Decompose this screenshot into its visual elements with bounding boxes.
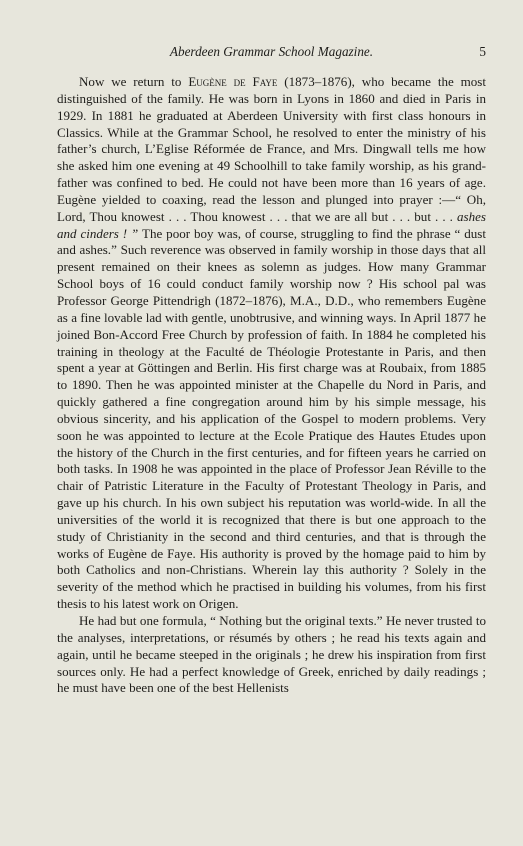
magazine-title: Aberdeen Grammar School Magazine. [169, 44, 374, 59]
paragraph-1 [57, 74, 486, 613]
italic-quote: ashes and cinders ! ” [57, 208, 486, 241]
paragraph-1-text-b: The poor boy was, of course, struggling to find the phrase “ dust and ashes.” Such reverence was observed in family worship in those days that all present remained on their knees as solemn as judges. How many Grammar School boys of 16 could conduct family worship now ? His school pal was Professor George Pittendrigh (1872–1876), M.A., D.D., who remembers Eugène as a fine lovable lad with gentle, unobtrusive, and winning ways. In April 1877 he joined Bon-Accord Free Church by profession of faith. In 1884 he completed his training in theology at the Faculté de Théologie Protestante in Paris, and then spent a year at Göttingen and Berlin. His first charge was at Roubaix, from 1885 to 1890. Then he was appointed minister at the Chapelle du Nord in Paris, and quickly gathered a fine congregation around him by his simple message, his obvious sincerity, and his application of the Gospel to modern problems. Very soon he was appointed to lecture at the Ecole Pratique des Hautes Etudes upon the history of the Church in the first centuries, and for fifteen years he carried on both tasks. In 1908 he was appointed in the place of Professor Jean Réville to the chair of Patristic Literature in the Faculty of Protestant Theology in Paris, and gave up his church. In his own subject his reputation was world-wide. In all the universities of the world it is recognized that there is but one approach to the study of Christianity in the second and third centuries, and that is through the works of Eugène de Faye. His authority is proved by the homage paid to him by both Catholics and non-Christians. Wherein lay this authority ? Solely in the severity of the method which he practised in building his volumes, from his first thesis to his latest work on Origen. [57, 225, 486, 612]
page-number: 5 [479, 44, 486, 59]
article-body [57, 74, 486, 697]
paragraph-2: He had but one formula, “ Nothing but the original texts.” He never trusted to the analyses, interpretations, or résumés by others ; he read his texts again and again, until he became steeped in the originals ; he drew his inspiration from first sources only. He had a perfect knowledge of Greek, enriched by daily readings ; he must have been one of the best Hellenists [57, 613, 486, 696]
paragraph-1-lead: Now we return to [79, 74, 189, 89]
paragraph-1-text-a: (1873–1876), who became the most distinguished of the family. He was born in Lyons in 1860 and died in Paris in 1929. In 1881 he graduated at Aberdeen University with first class honours in Classics. While at the Grammar School, he resolved to enter the ministry of his father’s church, L’Eglise Réformée de France, and Mrs. Dingwall tells me how she asked him one evening at 49 Schoolhill to take family worship, as his grand-father was confined to bed. He could not have been more than 16 years of age. Eugène yielded to coaxing, read the lesson and plunged into prayer :—“ Oh, Lord, Thou knowest . . . Thou knowest . . . that we are all but . . . but . . . [57, 74, 486, 224]
person-name: Eugène de Faye [188, 74, 278, 89]
running-header [57, 44, 486, 64]
